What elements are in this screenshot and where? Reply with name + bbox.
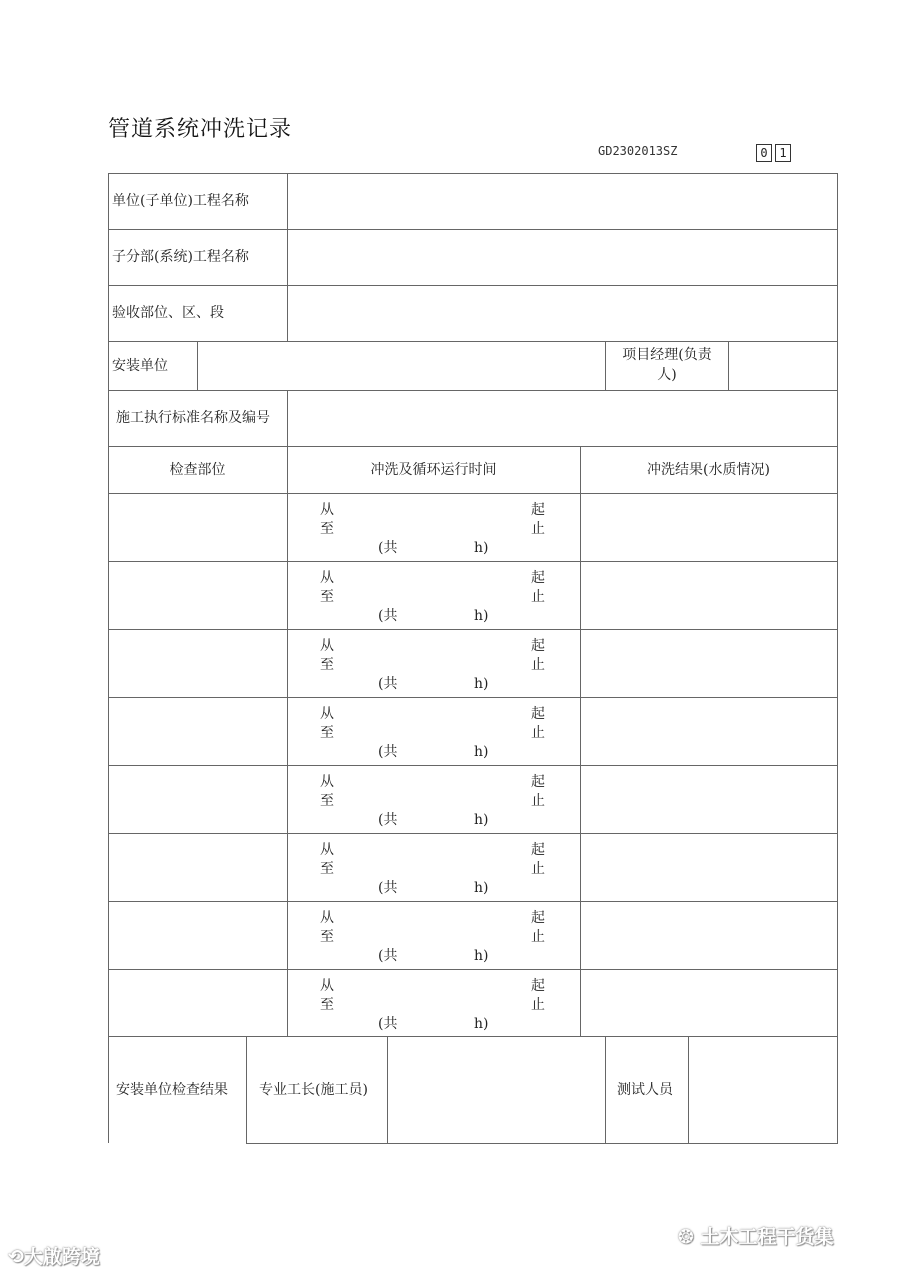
time-row-to: 至: [320, 521, 334, 537]
table-rule: [108, 173, 109, 1143]
time-row-stop: 止: [531, 997, 545, 1013]
flush-result-header: 冲洗结果(水质情况): [647, 462, 770, 478]
time-row-total-open: (共: [378, 608, 398, 624]
time-row-start: 起: [531, 638, 545, 654]
form-number-digit: 1: [775, 144, 791, 162]
time-row-to: 至: [320, 929, 334, 945]
table-rule: [580, 446, 581, 1036]
time-row-total-close: h): [474, 880, 489, 896]
time-row-total-close: h): [474, 1016, 489, 1032]
time-row-stop: 止: [531, 861, 545, 877]
time-row-to: 至: [320, 997, 334, 1013]
time-row-total-close: h): [474, 676, 489, 692]
unit-project-name-label: 单位(子单位)工程名称: [112, 193, 249, 209]
table-rule: [108, 493, 837, 494]
time-row-start: 起: [531, 502, 545, 518]
table-rule: [108, 1036, 837, 1037]
time-row-from: 从: [320, 706, 334, 722]
time-row-to: 至: [320, 861, 334, 877]
watermark-right-text: 土木工程干货集: [700, 1226, 834, 1248]
inspection-part-header: 检查部位: [169, 462, 226, 478]
table-rule: [108, 901, 837, 902]
installation-unit-label: 安装单位: [112, 358, 168, 374]
table-rule: [246, 1143, 837, 1144]
table-rule: [837, 173, 838, 1144]
table-rule: [108, 969, 837, 970]
wechat-icon: ❂: [678, 1226, 694, 1248]
time-row-to: 至: [320, 589, 334, 605]
table-rule: [246, 1036, 247, 1143]
table-rule: [605, 341, 606, 390]
time-row-stop: 止: [531, 657, 545, 673]
project-manager-label: 项目经理(负责人): [622, 347, 712, 383]
table-rule: [108, 446, 837, 447]
time-row-total-close: h): [474, 812, 489, 828]
time-row-from: 从: [320, 910, 334, 926]
sub-project-name-label: 子分部(系统)工程名称: [112, 249, 249, 265]
watermark-right: [678, 1222, 834, 1249]
table-rule: [108, 629, 837, 630]
time-row-from: 从: [320, 978, 334, 994]
time-row-stop: 止: [531, 521, 545, 537]
time-row-total-open: (共: [378, 880, 398, 896]
table-rule: [108, 229, 837, 230]
time-row-to: 至: [320, 725, 334, 741]
time-row-start: 起: [531, 910, 545, 926]
table-rule: [108, 833, 837, 834]
time-row-total-open: (共: [378, 948, 398, 964]
time-row-total-close: h): [474, 540, 489, 556]
time-row-total-close: h): [474, 948, 489, 964]
tester-label: 测试人员: [617, 1082, 673, 1098]
table-rule: [108, 765, 837, 766]
table-rule: [108, 285, 837, 286]
time-row-start: 起: [531, 774, 545, 790]
time-row-start: 起: [531, 706, 545, 722]
form-code: GD2302013SZ: [598, 144, 678, 158]
time-row-from: 从: [320, 502, 334, 518]
time-row-total-close: h): [474, 608, 489, 624]
table-rule: [108, 697, 837, 698]
time-row-from: 从: [320, 638, 334, 654]
table-rule: [287, 390, 288, 1036]
foreman-label: 专业工长(施工员): [259, 1082, 368, 1098]
construction-standard-label: 施工执行标准名称及编号: [116, 410, 270, 426]
time-row-total-open: (共: [378, 1016, 398, 1032]
table-rule: [605, 1036, 606, 1143]
table-rule: [287, 173, 288, 341]
time-row-from: 从: [320, 570, 334, 586]
acceptance-area-label: 验收部位、区、段: [112, 305, 224, 321]
time-row-total-open: (共: [378, 744, 398, 760]
watermark-left-text: 大啟跨境: [23, 1246, 100, 1268]
time-row-total-open: (共: [378, 676, 398, 692]
time-row-start: 起: [531, 978, 545, 994]
watermark-logo-icon: ⟲: [8, 1246, 24, 1268]
table-rule: [108, 173, 837, 174]
table-rule: [387, 1036, 388, 1143]
time-row-start: 起: [531, 842, 545, 858]
time-row-from: 从: [320, 842, 334, 858]
time-row-total-open: (共: [378, 540, 398, 556]
time-row-stop: 止: [531, 929, 545, 945]
time-row-to: 至: [320, 657, 334, 673]
time-row-from: 从: [320, 774, 334, 790]
watermark-left: [8, 1242, 100, 1269]
table-rule: [108, 561, 837, 562]
installation-check-result-label: 安装单位检查结果: [116, 1082, 228, 1098]
time-row-stop: 止: [531, 725, 545, 741]
table-rule: [197, 341, 198, 390]
time-row-stop: 止: [531, 793, 545, 809]
table-rule: [728, 341, 729, 390]
flush-time-header: 冲洗及循环运行时间: [370, 462, 497, 478]
time-row-to: 至: [320, 793, 334, 809]
time-row-total-close: h): [474, 744, 489, 760]
time-row-start: 起: [531, 570, 545, 586]
table-rule: [688, 1036, 689, 1143]
table-rule: [108, 390, 837, 391]
form-number-digit: 0: [756, 144, 772, 162]
time-row-total-open: (共: [378, 812, 398, 828]
form-title: 管道系统冲洗记录: [108, 117, 293, 142]
time-row-stop: 止: [531, 589, 545, 605]
